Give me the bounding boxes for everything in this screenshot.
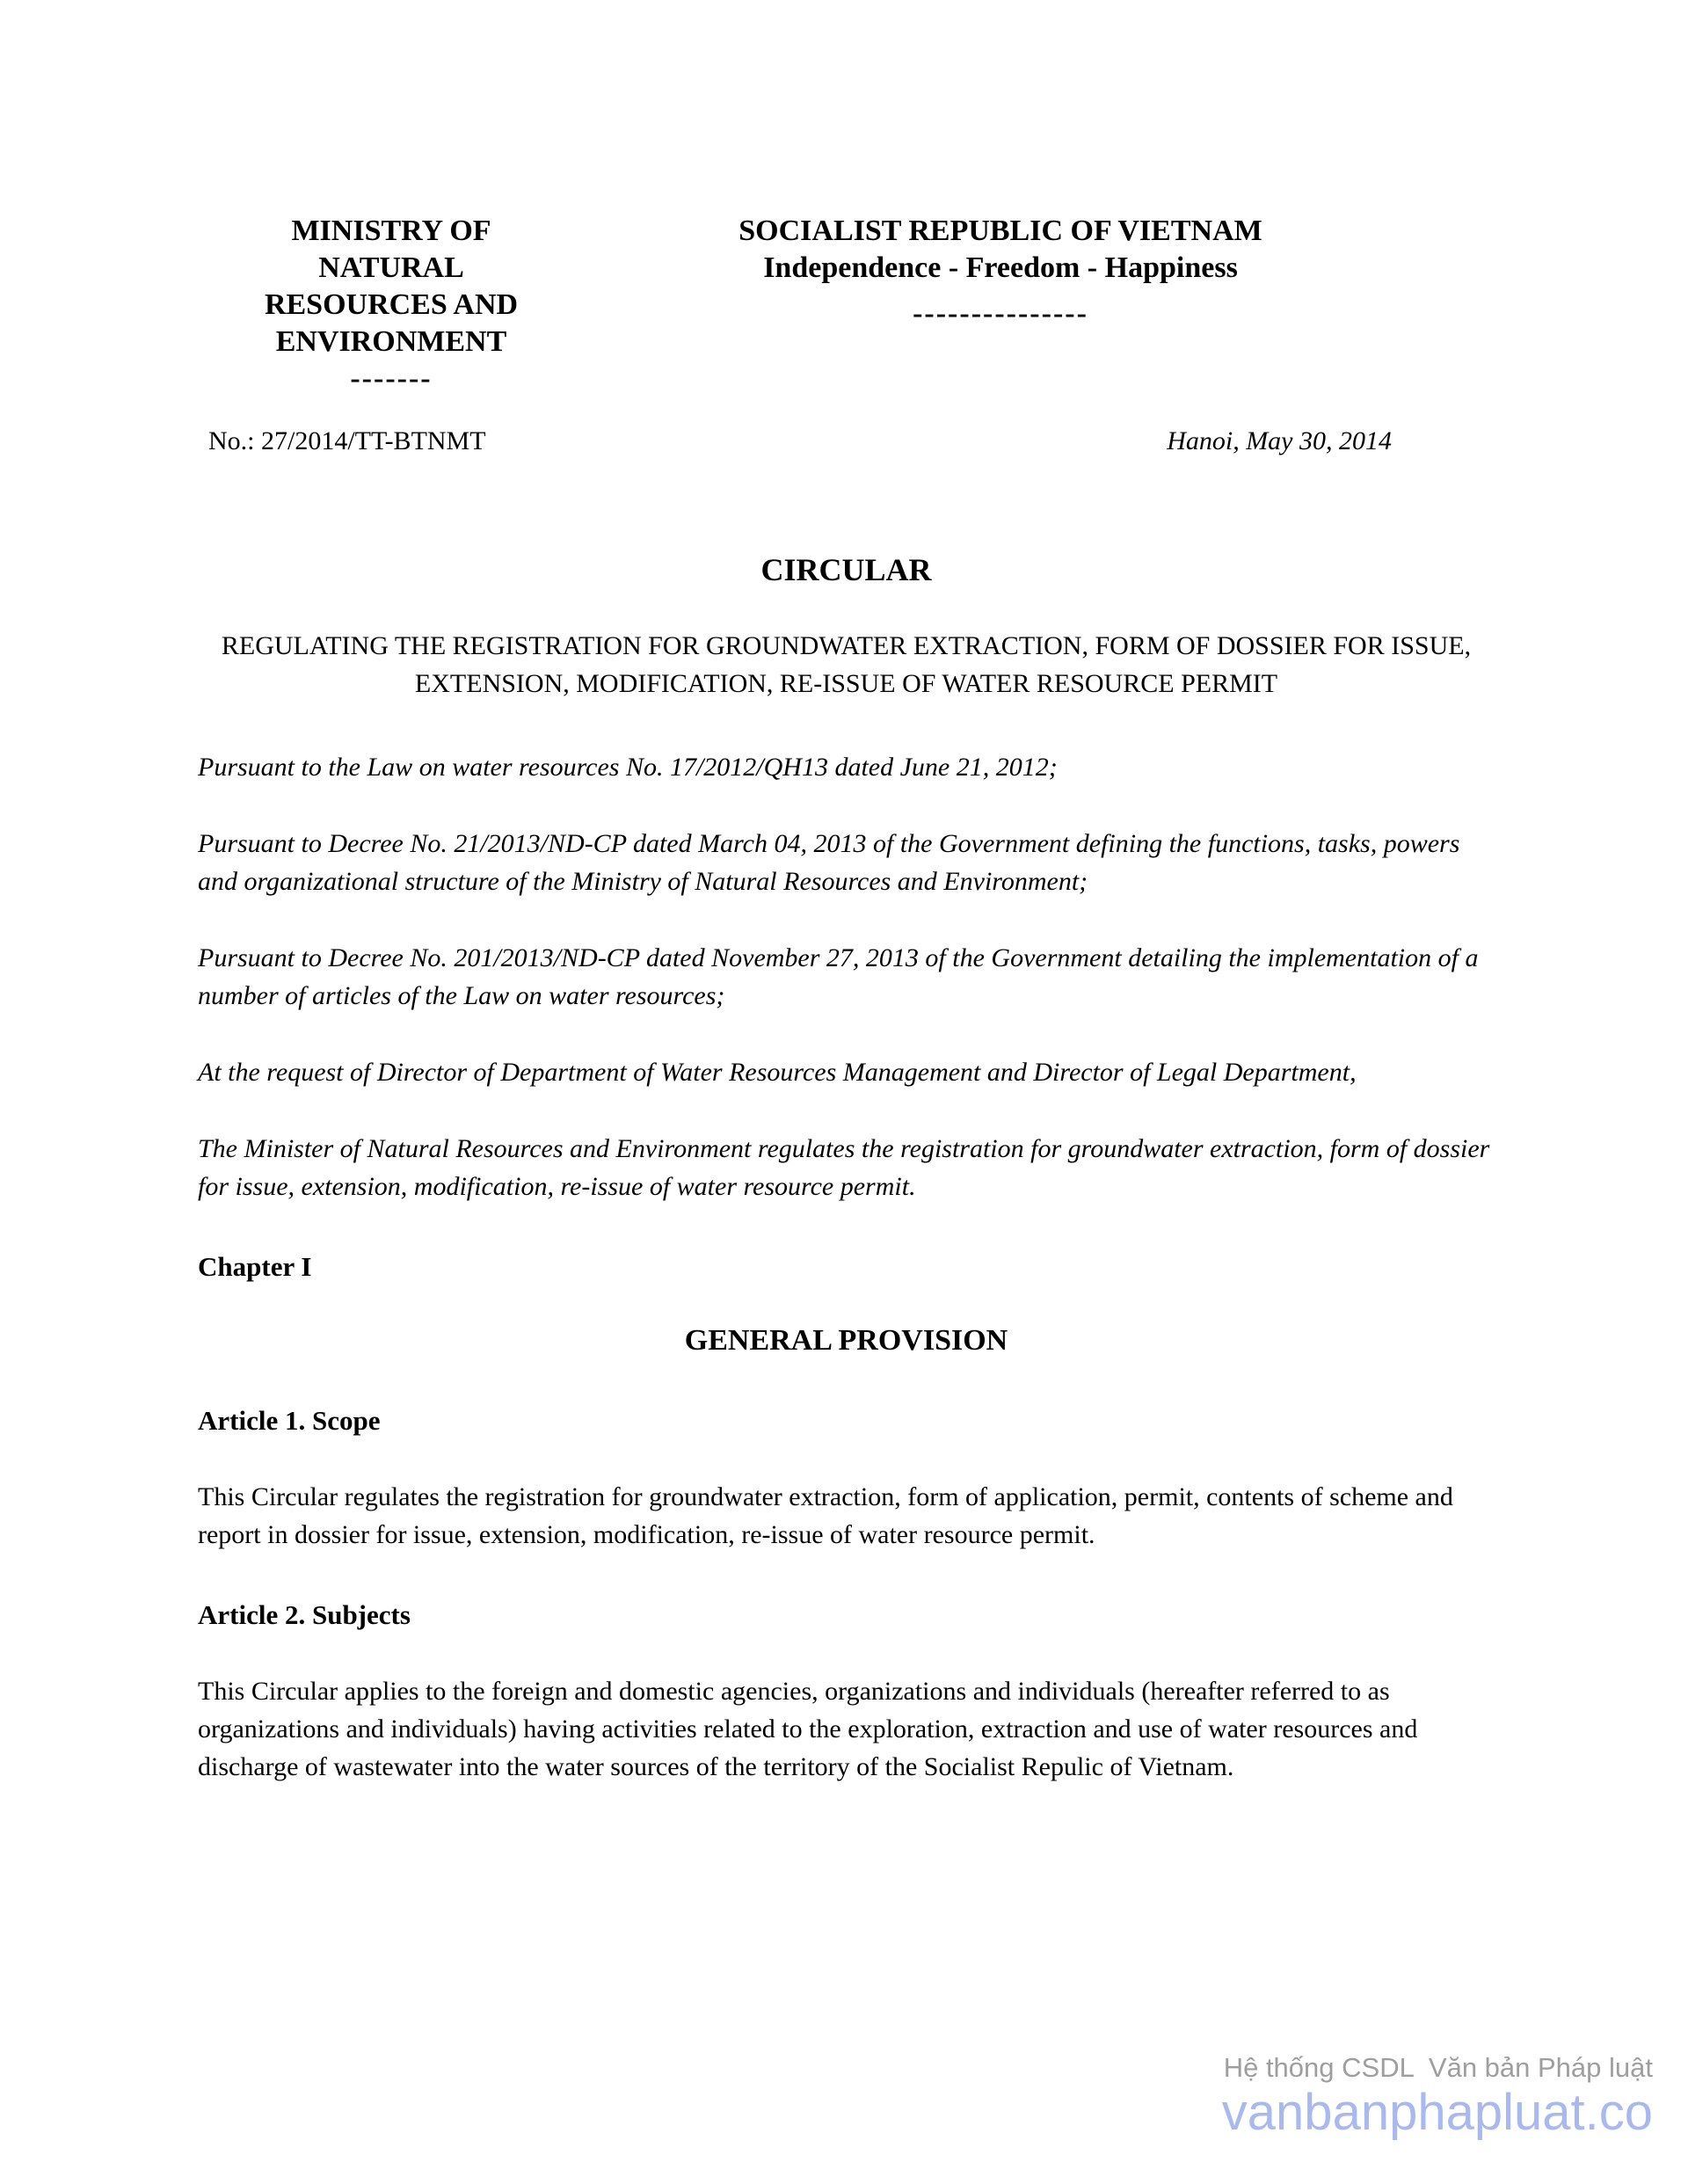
preamble-paragraph-1: Pursuant to the Law on water resources No. 17/2012/QH13 dated June 21, 2012;: [198, 753, 1058, 782]
article-2-heading: Article 2. Subjects: [198, 1599, 411, 1630]
national-header: [198, 213, 1495, 397]
issue-place-date: Hanoi, May 30, 2014: [1167, 426, 1392, 455]
preamble-paragraph-2: Pursuant to Decree No. 21/2013/ND-CP dated March 04, 2013 of the Government defining the functions, tasks, powers and organizational structure of the Ministry of Natural Resources and Environment;: [198, 829, 1460, 896]
republic-motto: Independence - Freedom - Happiness: [763, 251, 1238, 284]
ministry-separator: -------: [350, 362, 433, 395]
ministry-name-line-1: MINISTRY OF: [291, 215, 491, 247]
republic-block: [693, 213, 1308, 332]
watermark-site-text: vanbanphapluat.co: [1221, 2084, 1653, 2141]
issue-row: [198, 422, 1495, 460]
document-subject-title: REGULATING THE REGISTRATION FOR GROUNDWATER EXTRACTION, FORM OF DOSSIER FOR ISSUE, EXTENSION, MODIFICATION, RE-ISSUE OF WATER RESOURCE PERMIT: [221, 631, 1472, 698]
chapter-label: Chapter I: [198, 1251, 312, 1282]
document-type-title: CIRCULAR: [760, 552, 932, 587]
preamble-paragraph-5: The Minister of Natural Resources and Environment regulates the registration for groundwater extraction, form of dossier for issue, extension, modification, re-issue of water resource permit.: [198, 1134, 1490, 1201]
ministry-name-line-4: ENVIRONMENT: [275, 325, 507, 358]
republic-name: SOCIALIST REPUBLIC OF VIETNAM: [738, 215, 1262, 247]
preamble-paragraph-3: Pursuant to Decree No. 201/2013/ND-CP dated November 27, 2013 of the Government detailing the implementation of a number of articles of the Law on water resources;: [198, 943, 1479, 1010]
republic-separator: ---------------: [913, 297, 1088, 330]
preamble-paragraph-4: At the request of Director of Department of Water Resources Management and Director of Legal Department,: [198, 1058, 1357, 1087]
watermark-provider-text: Hệ thống CSDL Văn bản Pháp luật: [1223, 2052, 1653, 2083]
watermark: [1222, 2051, 1653, 2141]
ministry-block: [198, 213, 585, 397]
article-1-body: This Circular regulates the registration for groundwater extraction, form of application, permit, contents of scheme and report in dossier for issue, extension, modification, re-issue of water resource permit.: [198, 1482, 1453, 1549]
article-2-body: This Circular applies to the foreign and domestic agencies, organizations and individuals (hereafter referred to as organizations and individuals) having activities related to the exploration, extraction and use of water resources and discharge of wastewater into the water sources of the territory of the Socialist Repulic of Vietnam.: [198, 1677, 1418, 1781]
document-number: No.: 27/2014/TT-BTNMT: [208, 426, 486, 455]
article-1-heading: Article 1. Scope: [198, 1405, 381, 1436]
chapter-title: GENERAL PROVISION: [684, 1324, 1008, 1357]
ministry-name-line-3: RESOURCES AND: [264, 288, 519, 321]
ministry-name-line-2: NATURAL: [318, 251, 464, 284]
